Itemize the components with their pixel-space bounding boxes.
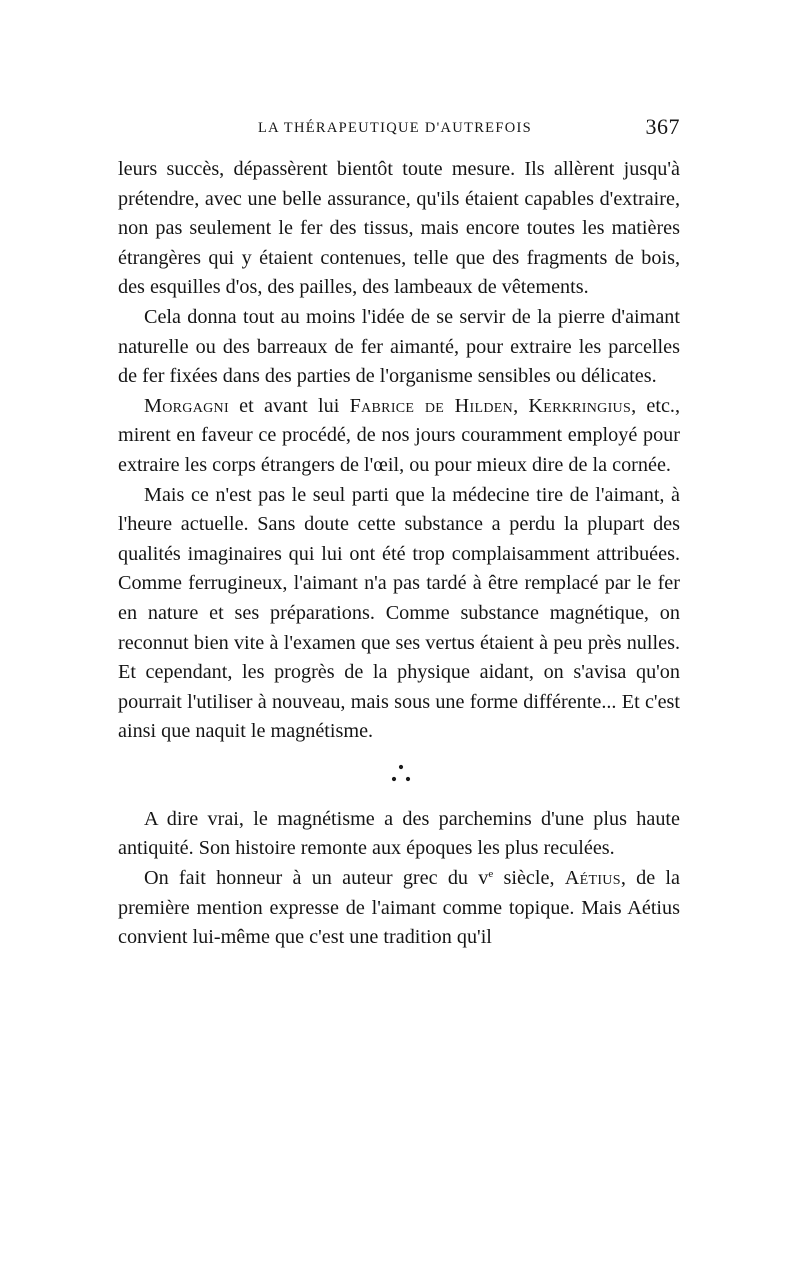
- paragraph-5: A dire vrai, le magnétisme a des parchemins d'une plus haute antiquité. Son histoire remonte aux époques les plus reculées.: [118, 807, 680, 860]
- section-separator: [118, 747, 680, 805]
- page-number: 367: [645, 114, 680, 139]
- paragraph-6-text-3: , de la première mention expresse de l'aimant comme topique. Mais Aétius convient lui-même que c'est une tradition qu'il: [118, 867, 680, 949]
- asterism-icon: [386, 761, 416, 787]
- paragraph-3-text-3: , etc., mirent en faveur ce procédé, de nos jours couramment employé pour extraire les corps étrangers de l'œil, ou pour mieux dire de la cornée.: [118, 394, 681, 476]
- author-name-fabrice-de-hilden: Fabrice de Hilden: [349, 394, 514, 417]
- paragraph-3-text-1: et avant lui: [228, 394, 350, 417]
- running-head: [118, 116, 680, 140]
- paragraph-4: Mais ce n'est pas le seul parti que la médecine tire de l'aimant, à l'heure actuelle. Sans doute cette substance a perdu la plupart des qualités imaginaires qui lui ont été trop complaisamment attribuées. Comme ferrugineux, l'aimant n'a pas tardé à être remplacé par le fer en nature et ses préparations. Comme substance magnétique, on reconnut bien vite à l'examen que ses vertus étaient à peu près nulles. Et cependant, les progrès de la physique aidant, on s'avisa qu'on pourrait l'utiliser à nouveau, mais sous une forme différente... Et c'est ainsi que naquit le magnétisme.: [118, 483, 680, 743]
- paragraph-3-text-2: ,: [513, 394, 529, 417]
- paragraph-3: [118, 392, 680, 481]
- century-superscript: e: [488, 868, 494, 881]
- author-name-morgagni: Morgagni: [144, 394, 229, 417]
- paragraph-6-text-2: siècle,: [493, 867, 565, 890]
- paragraph-6-text-1: On fait honneur à un auteur grec du v: [144, 867, 489, 890]
- running-title: LA THÉRAPEUTIQUE D'AUTREFOIS: [258, 120, 532, 136]
- paragraph-6: [118, 864, 680, 953]
- paragraph-1: leurs succès, dépassèrent bientôt toute mesure. Ils allèrent jusqu'à prétendre, avec une belle assurance, qu'ils étaient capables d'extraire, non pas seulement le fer des tissus, mais encore toutes les matières étrangères qui y étaient contenues, telle que des fragments de bois, des esquilles d'os, des pailles, des lambeaux de vêtements.: [118, 158, 680, 299]
- author-name-aetius: Aétius: [564, 867, 621, 890]
- author-name-kerkringius: Kerkringius: [528, 394, 632, 417]
- body-text: [118, 155, 680, 953]
- paragraph-2: Cela donna tout au moins l'idée de se servir de la pierre d'aimant naturelle ou des barreaux de fer aimanté, pour extraire les parcelles de fer fixées dans des parties de l'organisme sensibles ou délicates.: [118, 305, 680, 388]
